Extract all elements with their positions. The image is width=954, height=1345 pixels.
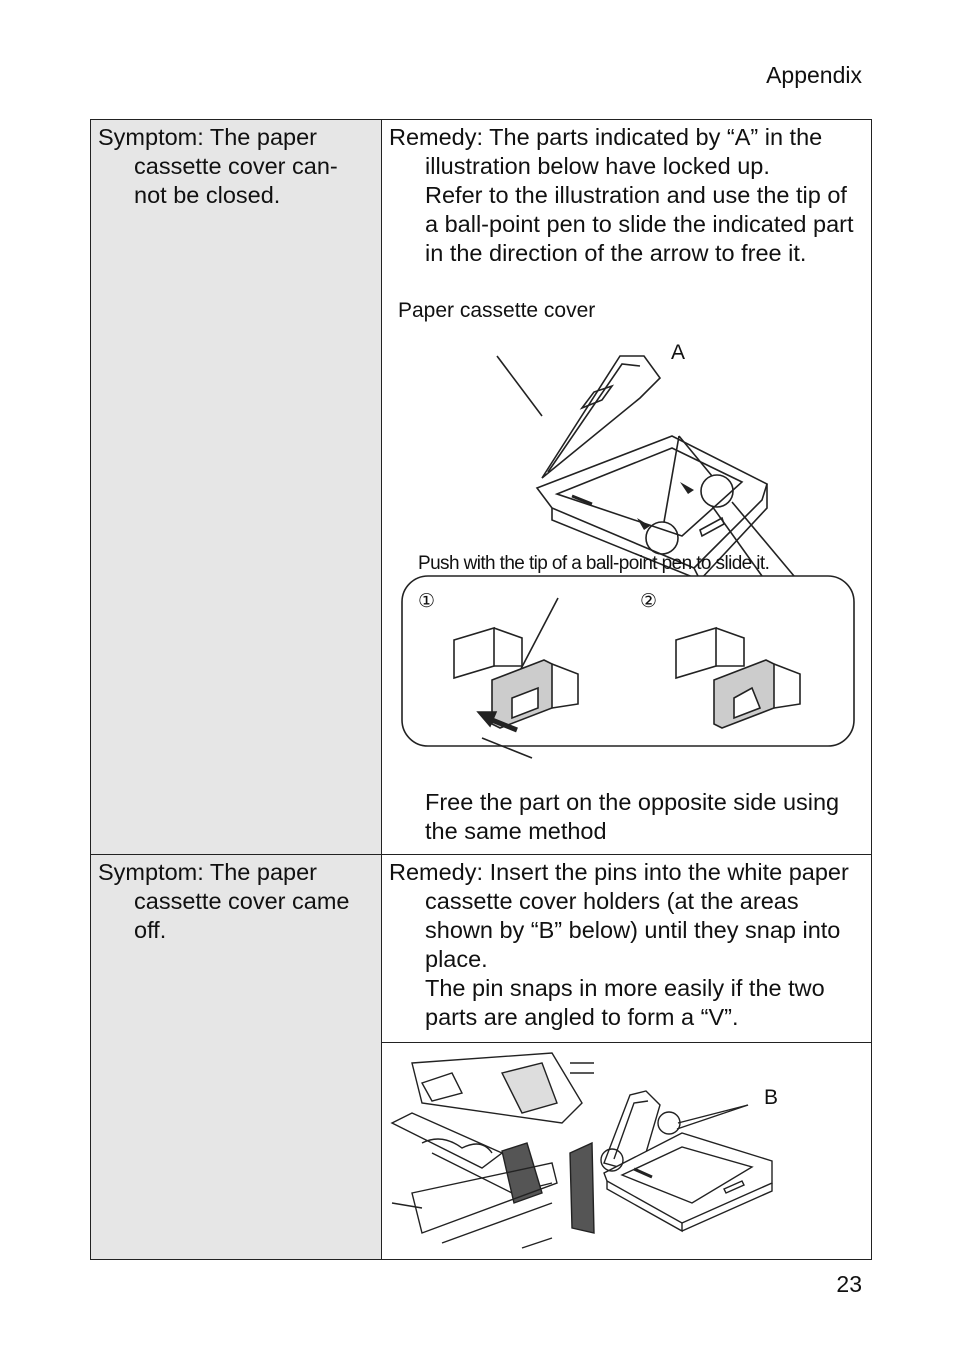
symptom-cell — [91, 855, 382, 1260]
troubleshooting-table — [90, 119, 872, 1260]
table-row — [91, 855, 872, 1043]
page-number: 23 — [836, 1271, 862, 1297]
remedy-figure-cell — [382, 1043, 872, 1260]
remedy-cell — [382, 120, 872, 855]
holder-illustration-drawing — [382, 1043, 872, 1259]
symptom-text: Symptom: The paper cassette cover can- not be closed. — [98, 124, 338, 208]
table-row — [91, 120, 872, 855]
remedy-detail: Refer to the illustration and use the tip of a ball-point pen to slide the indicated part in the direction of the arrow to free it. — [425, 182, 854, 266]
section-header: Appendix — [766, 62, 862, 88]
remedy-detail: The pin snaps in more easily if the two parts are angled to form a “V”. — [425, 975, 825, 1030]
part-a-label: A — [671, 341, 686, 364]
callout-label: Push with the tip of a ball-point pen to slide it. — [418, 553, 770, 574]
part-b-label: B — [764, 1086, 779, 1109]
symptom-cell — [91, 120, 382, 855]
remedy-intro: Remedy: Insert the pins into the white paper cassette cover holders (at the areas shown by “B” below) until they snap into place. — [389, 859, 849, 972]
step-2-marker: ② — [640, 591, 658, 612]
symptom-text: Symptom: The paper cassette cover came off. — [98, 859, 350, 943]
remedy-cell — [382, 855, 872, 1043]
remedy-after: Free the part on the opposite side using the same method — [425, 789, 840, 844]
cover-label: Paper cassette cover — [398, 299, 596, 322]
remedy-intro: Remedy: The parts indicated by “A” in the illustration below have locked up. — [389, 124, 823, 179]
cover-holder-illustration — [382, 1043, 871, 1259]
cassette-cover-illustration — [382, 268, 871, 788]
cassette-illustration-drawing — [382, 268, 872, 788]
step-1-marker: ① — [418, 591, 436, 612]
